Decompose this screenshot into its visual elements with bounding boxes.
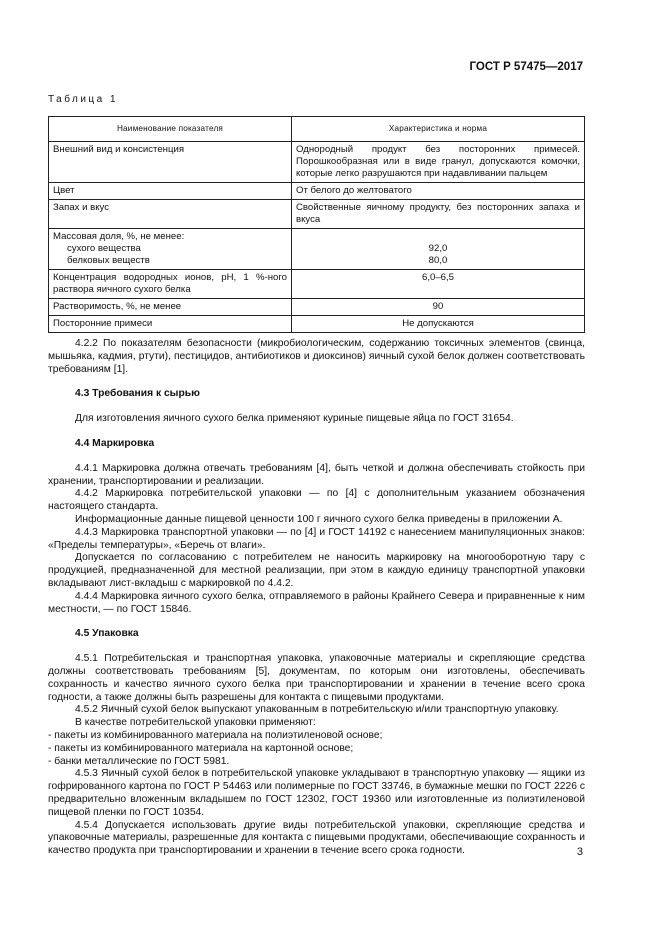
row-value: Не допускаются — [292, 316, 585, 333]
page-number: 3 — [576, 846, 583, 858]
paragraph-allowed: Допускается по согласованию с потребителем не наносить маркировку на многооборотную тару с продукцией, предназначенной для местной реализации, при этом в каждую единицу транспортной упаковки вкладывают лист-вкладыш с маркировкой по 4.4.2. — [48, 552, 585, 589]
list-item: - пакеты из комбинированного материала на полиэтиленовой основе; — [48, 729, 383, 741]
paragraph-info: Информационные данные пищевой ценности 100 г яичного сухого белка приведены в приложении А. — [75, 513, 563, 525]
paragraph-4-4-1: 4.4.1 Маркировка должна отвечать требованиям [4], быть четкой и должна обеспечивать стойкость при хранении, транспортировании и реализации. — [48, 462, 585, 487]
row-name — [49, 229, 292, 270]
table-row — [49, 229, 585, 270]
row-name: Посторонние примеси — [49, 316, 292, 333]
paragraph-4-4-4: 4.4.4 Маркировка яичного сухого белка, отправляемого в районы Крайнего Севера и приравненные к ним местности, — по ГОСТ 15846. — [48, 590, 585, 615]
row-name: Цвет — [49, 183, 292, 200]
row-name: Концентрация водородных ионов, рН, 1 %-ного раствора яичного сухого белка — [49, 270, 292, 299]
paragraph-4-5-1: 4.5.1 Потребительская и транспортная упаковка, упаковочные материалы и скрепляющие средства должны соответствовать требованиям [5], документам, по которым они изготовлены, обеспечивать сохранность и качество яичного сухого белка при транспортировании и хранении в течение всего срока годности, а также должны быть разрешены для контакта с пищевыми продуктами. — [48, 653, 585, 703]
paragraph-4-4-3: 4.4.3 Маркировка транспортной упаковки — по [4] и ГОСТ 14192 с нанесением манипуляционных знаков: «Пределы температуры», «Беречь от влаги». — [48, 526, 585, 551]
value-protein: 80,0 — [428, 255, 448, 266]
row-name-main: Массовая доля, %, не менее: — [53, 231, 185, 242]
paragraph-4-5-3: 4.5.3 Яичный сухой белок в потребительской упаковке укладывают в транспортную упаковку — ящики из гофрированного картона по ГОСТ Р 54463 или полимерные по ГОСТ 33746, в бумажные мешки по ГОСТ 2226 с предварительно вложенным вкладышем по ГОСТ 12302, ГОСТ 19360 или изготовленные из полиэтиленовой пищевой пленки по ГОСТ 10354. — [48, 768, 585, 818]
row-value: От белого до желтоватого — [292, 183, 585, 200]
row-name: Запах и вкус — [49, 200, 292, 229]
row-value: 90 — [292, 299, 585, 316]
document-body — [48, 338, 585, 858]
paragraph-4-5-4: 4.5.4 Допускается использовать другие виды потребительской упаковки, скрепляющие средства и упаковочные материалы, разрешенные для контакта с пищевыми продуктами, обеспечивающие сохранность и качество продукта при транспортировании и хранении в течение всего срока годности. — [48, 819, 585, 857]
spec-table — [48, 116, 585, 333]
paragraph-consumer-packaging: В качестве потребительской упаковки применяют: — [75, 717, 316, 729]
table-row — [49, 270, 585, 299]
list-item: - пакеты из комбинированного материала на картонной основе; — [48, 742, 354, 754]
column-header-value: Характеристика и норма — [292, 117, 585, 142]
table-header-row — [49, 117, 585, 142]
table-row — [49, 316, 585, 333]
table-row — [49, 299, 585, 316]
row-value — [292, 229, 585, 270]
paragraph-4-4-2: 4.4.2 Маркировка потребительской упаковки — по [4] с дополнительным указанием обозначения настоящего стандарта. — [48, 488, 585, 513]
row-value: Однородный продукт без посторонних примесей. Порошкообразная или в виде гранул, допускаются комочки, которые легко разрушаются при надавливании пальцем — [292, 142, 585, 183]
section-heading-4-4: 4.4 Маркировка — [75, 437, 155, 449]
table-caption: Таблица 1 — [48, 94, 119, 105]
row-value: 6,0–6,5 — [292, 270, 585, 299]
column-header-name: Наименование показателя — [49, 117, 292, 142]
row-name: Растворимость, %, не менее — [49, 299, 292, 316]
section-heading-4-3: 4.3 Требования к сырью — [75, 388, 200, 400]
paragraph-4-5-2: 4.5.2 Яичный сухой белок выпускают упакованным в потребительскую и/или транспортную упаковку. — [75, 704, 559, 716]
table-row — [49, 183, 585, 200]
table-row — [49, 142, 585, 183]
value-dry-matter: 92,0 — [428, 243, 448, 254]
row-value: Свойственные яичному продукту, без посторонних запаха и вкуса — [292, 200, 585, 229]
paragraph-4-2-2: 4.2.2 По показателям безопасности (микробиологическим, содержанию токсичных элементов (свинца, мышьяка, кадмия, ртути), пестицидов, антибиотиков и диоксинов) яичный сухой белок должен соответствовать требованиям [1]. — [48, 338, 585, 375]
row-sub-dry-matter: сухого вещества — [67, 243, 141, 254]
row-sub-protein: белковых веществ — [67, 255, 150, 266]
row-name: Внешний вид и консистенция — [49, 142, 292, 183]
list-item: - банки металлические по ГОСТ 5981. — [48, 755, 230, 767]
table-row — [49, 200, 585, 229]
paragraph-4-3: Для изготовления яичного сухого белка применяют куриные пищевые яйца по ГОСТ 31654. — [75, 413, 514, 425]
section-heading-4-5: 4.5 Упаковка — [75, 628, 139, 640]
doc-code-header: ГОСТ Р 57475—2017 — [469, 61, 583, 73]
